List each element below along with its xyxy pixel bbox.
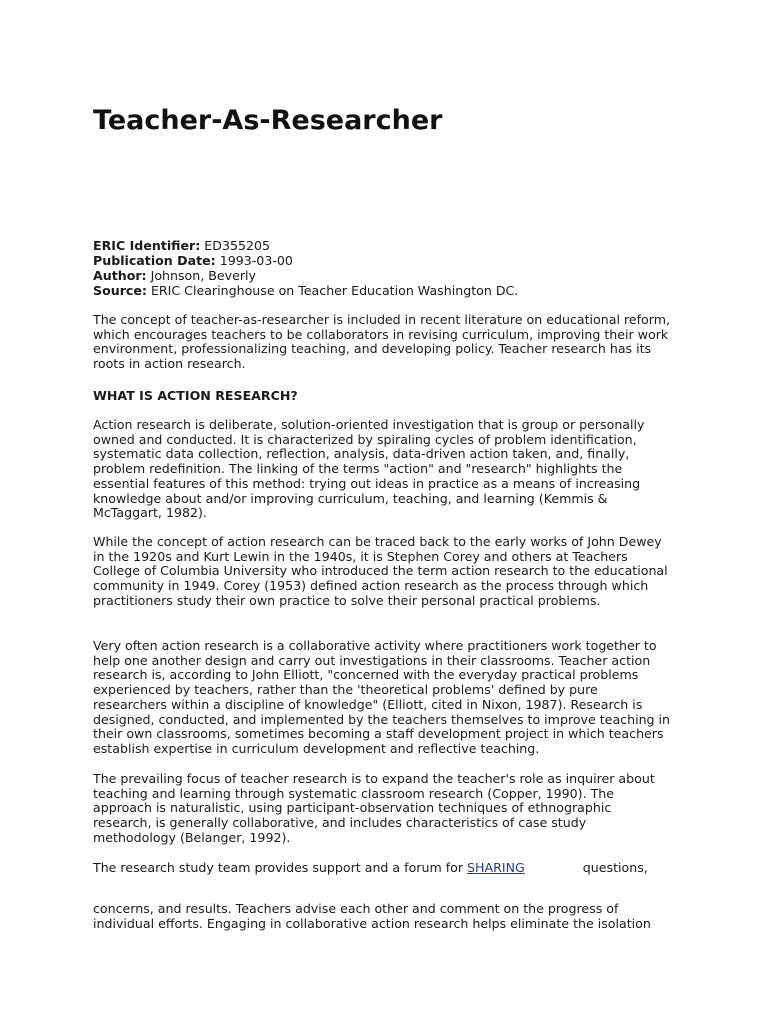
action-research-paragraph: Action research is deliberate, solution-oriented investigation that is group or personally owned and conducted. It is characterized by spiraling cycles of problem identification, systematic data collection, reflection, analysis, data-driven action taken, and, finally, problem redefinition. The linking of the terms "action" and "research" highlights the essential features of this method: trying out ideas in practice as a means of increasing knowledge about and/or improving curriculum, teaching, and learning (Kemmis & McTaggart, 1982). [93, 417, 645, 521]
meta-label: Publication Date: [93, 253, 216, 268]
collaborative-paragraph: Very often action research is a collaborative activity where practitioners work together to help one another design and carry out investigations in their classrooms. Teacher action research is, according to John Elliott, "concerned with the everyday practical problems experienced by teachers, rather than the 'theoretical problems' defined by pure researchers within a discipline of knowledge" (Elliott, cited in Nixon, 1987). Research is designed, conducted, and implemented by the teachers themselves to improve teaching in their own classrooms, sometimes becoming a staff development project in which teachers establish expertise in curriculum development and reflective teaching. [93, 638, 671, 756]
history-paragraph: While the concept of action research can be traced back to the early works of John Dewey in the 1920s and Kurt Lewin in the 1940s, it is Stephen Corey and others at Teachers College of Columbia University who introduced the term action research to the educational community in 1949. Corey (1953) defined action research as the process through which practitioners study their own practice to solve their personal practical problems. [93, 534, 668, 608]
meta-label: Author: [93, 268, 147, 283]
team-text-after: questions, [582, 860, 648, 875]
page-title: Teacher-As-Researcher [93, 105, 443, 136]
metadata-block [93, 238, 673, 298]
meta-publication-date [93, 253, 673, 268]
meta-value: ED355205 [200, 238, 271, 253]
sharing-link[interactable]: SHARING [467, 860, 525, 875]
section-heading-action-research: WHAT IS ACTION RESEARCH? [93, 388, 298, 403]
intro-paragraph: The concept of teacher-as-researcher is included in recent literature on educational reform, which encourages teachers to be collaborators in revising curriculum, improving their work environment, professionalizing teaching, and developing policy. Teacher research has its roots in action research. [93, 312, 670, 372]
meta-author [93, 268, 673, 283]
team-paragraph [93, 861, 673, 876]
meta-label: Source: [93, 283, 147, 298]
meta-value: ERIC Clearinghouse on Teacher Education Washington DC. [146, 283, 519, 298]
concerns-paragraph: concerns, and results. Teachers advise each other and comment on the progress of individual efforts. Engaging in collaborative action research helps eliminate the isolation [93, 901, 651, 931]
meta-eric-identifier [93, 238, 673, 253]
meta-label: ERIC Identifier: [93, 238, 201, 253]
meta-value: Johnson, Beverly [146, 268, 256, 283]
focus-paragraph: The prevailing focus of teacher research is to expand the teacher's role as inquirer about teaching and learning through systematic classroom research (Copper, 1990). The approach is naturalistic, using participant-observation techniques of ethnographic research, is generally collaborative, and includes characteristics of case study methodology (Belanger, 1992). [93, 771, 655, 845]
meta-source [93, 283, 673, 298]
meta-value: 1993-03-00 [215, 253, 293, 268]
team-text: The research study team provides support and a forum for [93, 860, 468, 875]
